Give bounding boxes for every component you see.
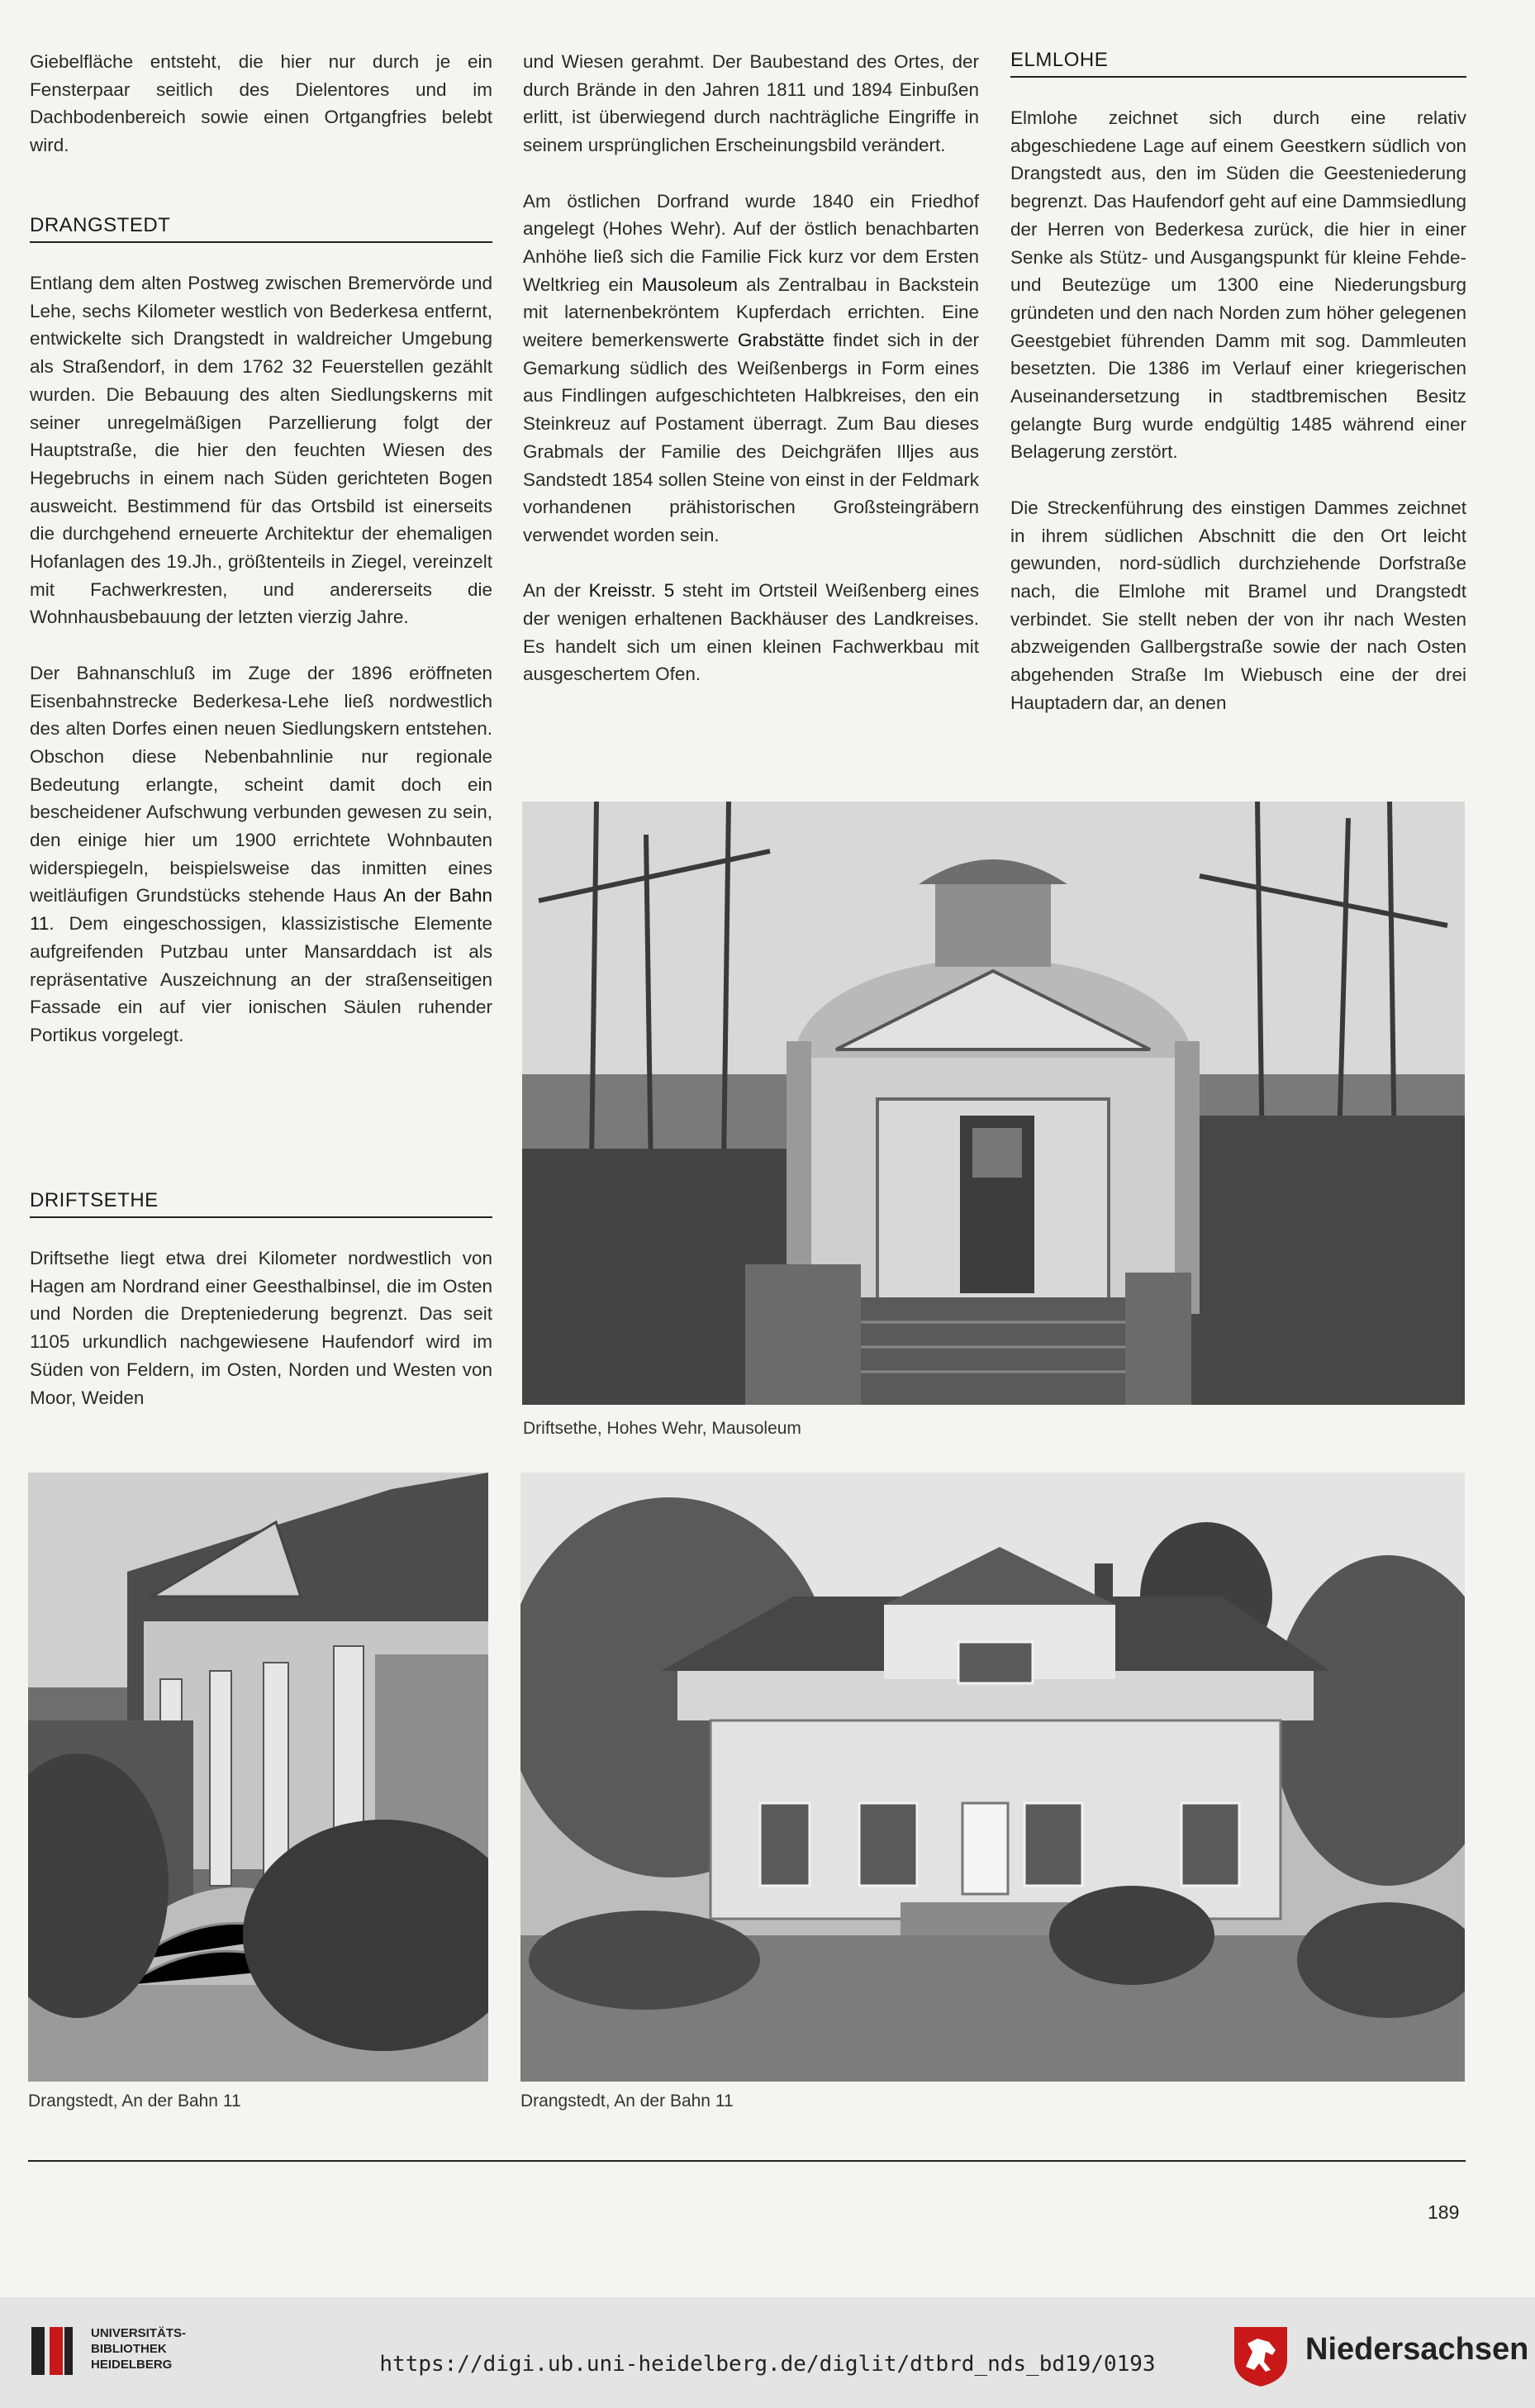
section-heading-driftsethe: DRIFTSETHE	[30, 1188, 492, 1218]
footer-rule	[28, 2160, 1466, 2162]
library-name-line: HEIDELBERG	[91, 2358, 173, 2372]
driftsethe-text	[30, 1244, 492, 1411]
text-run: An der	[523, 580, 589, 602]
house-photo	[520, 1473, 1465, 2082]
left-column-intro	[30, 48, 492, 159]
source-url-link[interactable]: https://digi.ub.uni-heidelberg.de/diglit/dtbrd_nds_bd19/0193	[379, 2352, 1156, 2377]
paragraph: Elmlohe zeichnet sich durch eine relativ abgeschiedene Lage auf einem Geestkern südlich von Drangstedt aus, den im Süden die Geesteniederung begrenzt. Das Haufendorf geht auf eine Dammsiedlung der Herren von Bederkesa zurück, die hier in einer Senke als Stütz- und Ausgangspunkt für kleine Fehde- und Beutezüge um 1300 eine Niederungsburg gründeten und den nach Norden zum höher gelegenen Geestgebiet führenden Damm mit sog. Dammleuten besetzten. Die 1386 im Verlauf einer kriegerischen Auseinandersetzung in stadtbremischen Besitz gelangte Burg wurde endgültig 1485 während einer Belagerung zerstört.	[1010, 107, 1466, 463]
section-heading-elmlohe: ELMLOHE	[1010, 48, 1466, 78]
keyword-highlight: Grabstätte	[737, 330, 825, 351]
state-wordmark: Niedersachsen	[1305, 2332, 1529, 2367]
library-name-line: UNIVERSITÄTS-	[91, 2326, 187, 2340]
section-heading-drangstedt: DRANGSTEDT	[30, 213, 492, 243]
paragraph	[523, 188, 979, 550]
text-run: . Dem eingeschossigen, klassizistische Elemente aufgreifenden Putzbau unter Mansarddach ist als repräsentative Auszeichnung an der straßenseitigen Fassade ein auf vier ionischen Säulen ruhender Portikus vorgelegt.	[30, 913, 492, 1045]
niedersachsen-horse-icon	[1228, 2322, 1294, 2388]
text-run: Am östlichen Dorfrand wurde 1840 ein Friedhof angelegt (Hohes Wehr). Auf der östlich benachbarten Anhöhe ließ sich die Familie Fick kurz vor dem Ersten Weltkrieg ein	[523, 190, 979, 295]
mausoleum-photo	[522, 802, 1465, 1405]
text-run: steht im Ortsteil Weißenberg eines der wenigen erhaltenen Backhäuser des Landkreises. Es handelt sich um einen kleinen Fachwerkbau mit ausgeschertem Ofen.	[523, 580, 979, 685]
keyword-highlight: Mausoleum	[641, 274, 738, 295]
library-name-line: BIBLIOTHEK	[91, 2342, 167, 2356]
page-number: 189	[1428, 2201, 1460, 2223]
text-run: findet sich in der Gemarkung südlich des Weißenbergs in Form eines aus Findlingen aufgeschichteten Halbkreises, den ein Steinkreuz auf Postament überragt. Zum Bau dieses Grabmals der Familie des Deichgräfen Illjes aus Sandstedt 1854 sollen Steine von einst in der Feldmark vorhandenen prähistorischen Großsteingräbern verwendet worden sein.	[523, 330, 980, 545]
address-highlight: An der Bahn 11	[30, 885, 492, 935]
paragraph: und Wiesen gerahmt. Der Baubestand des Ortes, der durch Brände in den Jahren 1811 und 1894 Einbußen erlitt, ist überwiegend durch nachträgliche Eingriffe in seinem ursprünglichen Erscheinungsbild verändert.	[523, 51, 979, 156]
paragraph	[523, 577, 979, 688]
text-run: Der Bahnanschluß im Zuge der 1896 eröffneten Eisenbahnstrecke Bederkesa-Lehe ließ nordwestlich des alten Dorfes einen neuen Siedlungskern entstehen. Obschon diese Nebenbahnlinie nur regionale Bedeutung erlangte, scheint damit doch ein bescheidener Aufschwung verbunden gewesen zu sein, den einige hier um 1900 errichtete Wohnbauten widerspiegeln, beispielsweise das inmitten eines weitläufigen Grundstücks stehende Haus	[30, 662, 492, 907]
right-column	[1010, 104, 1466, 716]
paragraph: Driftsethe liegt etwa drei Kilometer nordwestlich von Hagen am Nordrand einer Geesthalbinsel, die im Osten und Norden die Drepteniederung begrenzt. Das seit 1105 urkundlich nachgewiesene Haufendorf wird im Süden von Feldern, im Osten, Norden und Westen von Moor, Weiden	[30, 1248, 492, 1408]
paragraph	[30, 659, 492, 1049]
photo-caption: Drangstedt, An der Bahn 11	[520, 2092, 734, 2111]
paragraph: Giebelfläche entsteht, die hier nur durch je ein Fensterpaar seitlich des Dielentores und im Dachbodenbereich sowie einen Ortgangfries belebt wird.	[30, 51, 492, 156]
digitization-footer	[0, 2297, 1535, 2408]
paragraph: Entlang dem alten Postweg zwischen Bremervörde und Lehe, sechs Kilometer westlich von Bederkesa entfernt, entwickelte sich Drangstedt in waldreicher Umgebung als Straßendorf, in dem 1762 32 Feuerstellen gezählt wurden. Die Bebauung des alten Siedlungskerns mit seiner unregelmäßigen Parzellierung folgt der Hauptstraße, die hier den feuchten Wiesen des Hegebruchs in einem nach Süden gerichteten Bogen ausweicht. Bestimmend für das Ortsbild ist einerseits die durchgehend erneuerte Architektur der ehemaligen Hofanlagen des 19.Jh., größtenteils in Ziegel, vereinzelt mit Fachwerkresten, und andererseits die Wohnhausbebauung der letzten vierzig Jahre.	[30, 273, 492, 628]
portico-photo	[28, 1473, 488, 2082]
photo-caption: Driftsethe, Hohes Wehr, Mausoleum	[523, 1419, 801, 1438]
text-run: als Zentralbau in Backstein mit laternenbekröntem Kupferdach errichten. Eine weitere bemerkenswerte	[523, 274, 979, 351]
middle-column	[523, 48, 979, 688]
drangstedt-text	[30, 269, 492, 1049]
keyword-highlight: Kreisstr. 5	[588, 580, 675, 602]
photo-caption: Drangstedt, An der Bahn 11	[28, 2092, 241, 2111]
paragraph: Die Streckenführung des einstigen Dammes zeichnet in ihrem südlichen Abschnitt die den Ort leicht gewunden, nord-südlich durchziehende Dorfstraße nach, die Elmlohe mit Bramel und Drangstedt verbindet. Sie stellt neben der von ihr nach Westen abzweigenden Gallbergstraße sowie der nach Osten abgehenden Straße Im Wiebusch eine der drei Hauptadern dar, an denen	[1010, 497, 1466, 713]
